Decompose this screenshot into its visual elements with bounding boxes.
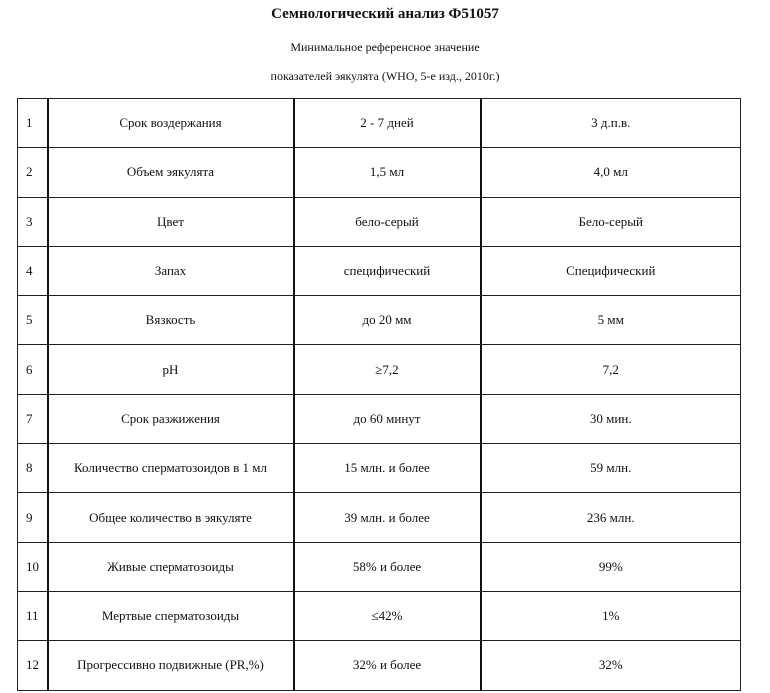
result-value: Бело-серый (481, 197, 741, 246)
subtitle-line-1: Минимальное референсное значение (290, 40, 480, 54)
table-row (18, 99, 741, 148)
result-value: 30 мин. (481, 394, 741, 443)
table-row (18, 246, 741, 295)
parameter-name: Цвет (48, 197, 294, 246)
reference-value: 2 - 7 дней (294, 99, 481, 148)
table-row (18, 444, 741, 493)
result-value: 59 млн. (481, 444, 741, 493)
row-number: 2 (18, 148, 48, 197)
result-value: 99% (481, 542, 741, 591)
reference-value: 58% и более (294, 542, 481, 591)
parameter-name: Общее количество в эякуляте (48, 493, 294, 542)
parameter-name: Срок воздержания (48, 99, 294, 148)
result-value: 5 мм (481, 296, 741, 345)
row-number: 8 (18, 444, 48, 493)
row-number: 6 (18, 345, 48, 394)
reference-value: бело-серый (294, 197, 481, 246)
reference-value: 15 млн. и более (294, 444, 481, 493)
reference-value: 1,5 мл (294, 148, 481, 197)
result-value: 1% (481, 591, 741, 640)
row-number: 10 (18, 542, 48, 591)
table-row (18, 345, 741, 394)
parameter-name: Живые сперматозоиды (48, 542, 294, 591)
result-value: 236 млн. (481, 493, 741, 542)
result-value: 4,0 мл (481, 148, 741, 197)
table-row (18, 591, 741, 640)
reference-value: до 60 минут (294, 394, 481, 443)
table-row (18, 296, 741, 345)
reference-value: до 20 мм (294, 296, 481, 345)
parameter-name: Мертвые сперматозоиды (48, 591, 294, 640)
row-number: 7 (18, 394, 48, 443)
parameter-name: Количество сперматозоидов в 1 мл (48, 444, 294, 493)
reference-value: 39 млн. и более (294, 493, 481, 542)
row-number: 12 (18, 641, 48, 690)
result-value: Специфический (481, 246, 741, 295)
parameter-name: Запах (48, 246, 294, 295)
table-row (18, 148, 741, 197)
parameter-name: pH (48, 345, 294, 394)
parameter-name: Вязкость (48, 296, 294, 345)
table-row (18, 641, 741, 690)
results-table (17, 98, 741, 691)
row-number: 1 (18, 99, 48, 148)
table-row (18, 493, 741, 542)
result-value: 3 д.п.в. (481, 99, 741, 148)
table-row (18, 394, 741, 443)
reference-value: 32% и более (294, 641, 481, 690)
row-number: 11 (18, 591, 48, 640)
parameter-name: Прогрессивно подвижные (PR,%) (48, 641, 294, 690)
reference-value: ≥7,2 (294, 345, 481, 394)
subtitle-line-2: показателей эякулята (WHO, 5-е изд., 2010г.) (270, 69, 500, 83)
parameter-name: Объем эякулята (48, 148, 294, 197)
result-value: 32% (481, 641, 741, 690)
table-row (18, 197, 741, 246)
reference-value: специфический (294, 246, 481, 295)
table-row (18, 542, 741, 591)
page-title: Семнологический анализ Ф51057 (271, 6, 499, 22)
row-number: 4 (18, 246, 48, 295)
result-value: 7,2 (481, 345, 741, 394)
row-number: 3 (18, 197, 48, 246)
reference-value: ≤42% (294, 591, 481, 640)
row-number: 9 (18, 493, 48, 542)
row-number: 5 (18, 296, 48, 345)
parameter-name: Срок разжижения (48, 394, 294, 443)
